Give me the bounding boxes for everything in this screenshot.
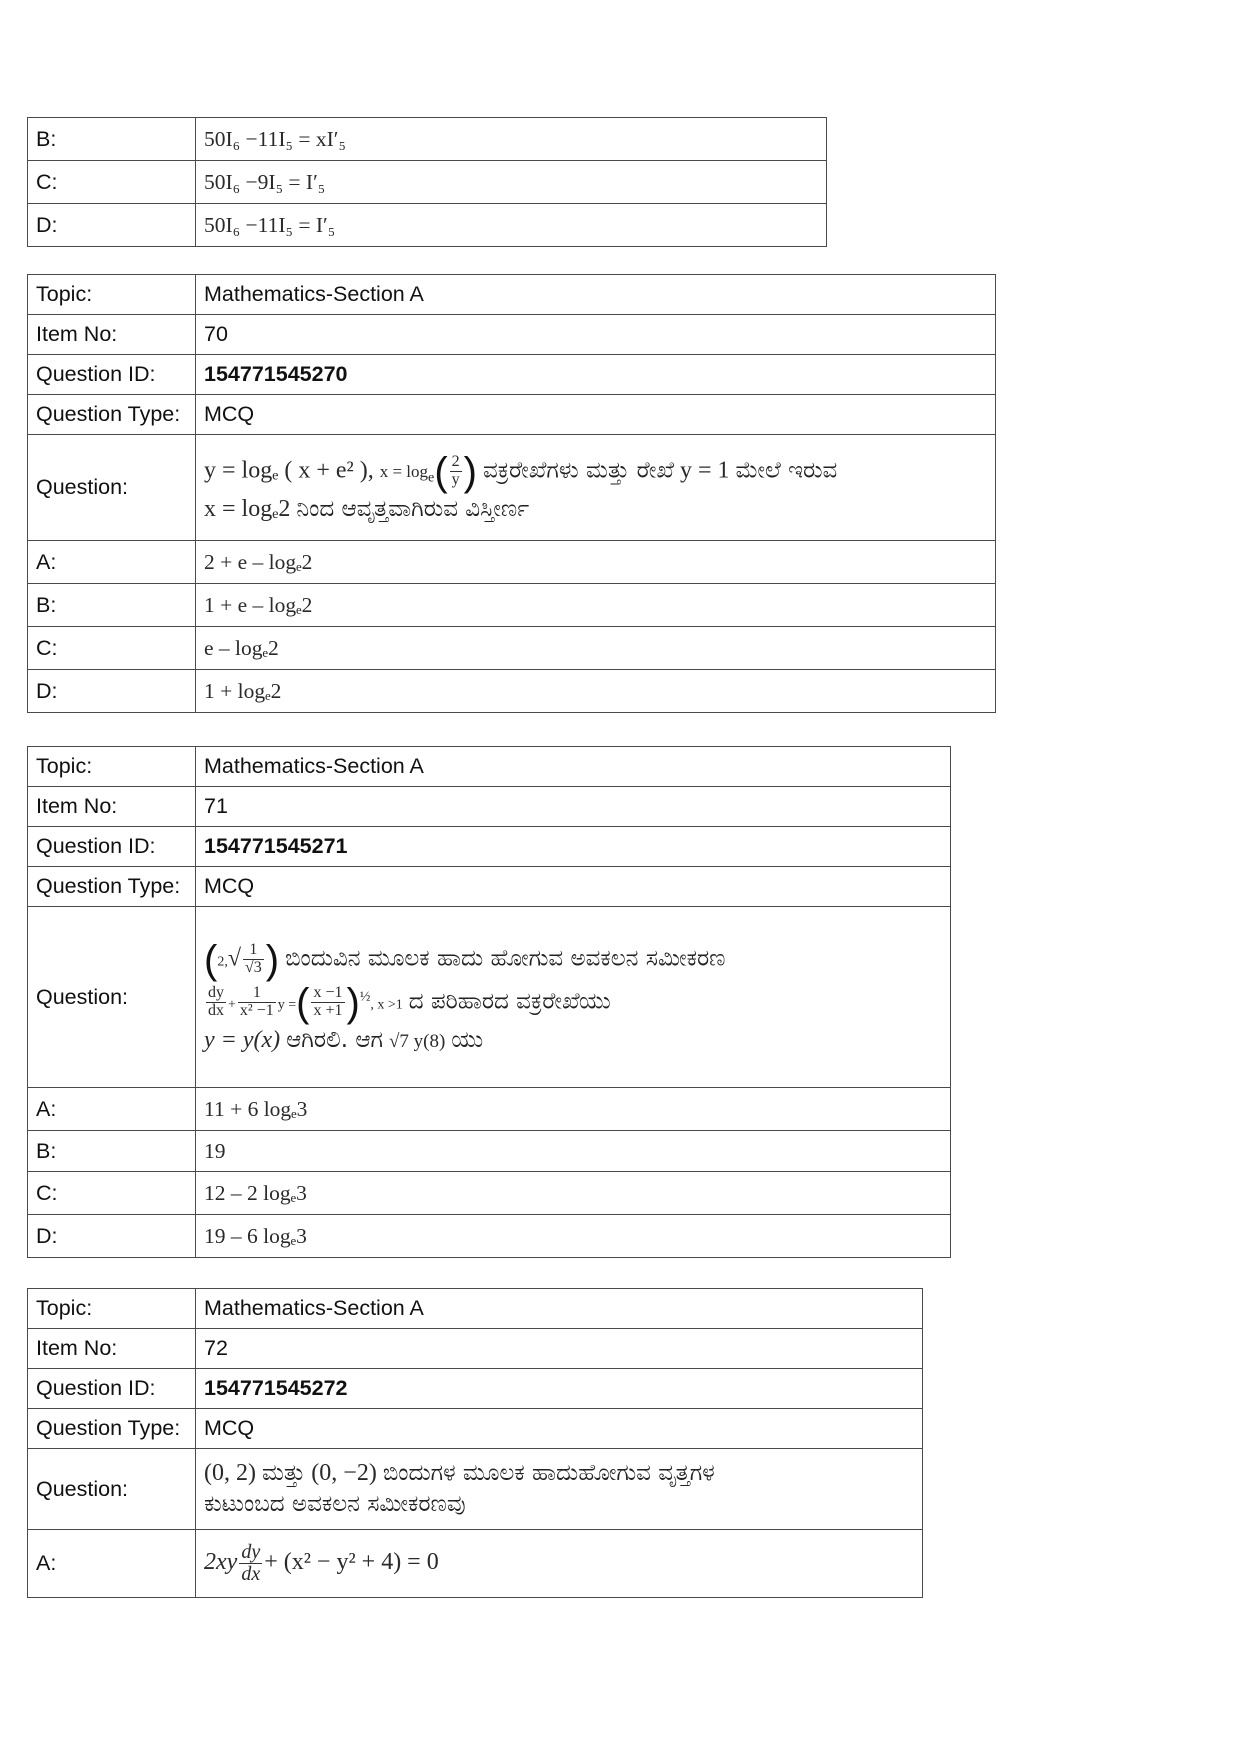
question-id-value: 154771545271 [196, 827, 951, 867]
table-row [28, 118, 827, 161]
topic-value: Mathematics-Section A [196, 747, 951, 787]
topic-label: Topic: [28, 1289, 196, 1329]
topic-value: Mathematics-Section A [196, 275, 996, 315]
item-no-label: Item No: [28, 315, 196, 355]
option-b-value: 19 [196, 1131, 951, 1172]
question-type-value: MCQ [196, 1409, 923, 1449]
item-no-value: 72 [196, 1329, 923, 1369]
option-label: B: [28, 1131, 196, 1172]
item-no-value: 70 [196, 315, 996, 355]
item-no-label: Item No: [28, 787, 196, 827]
option-c-value: e – logₑ2 [196, 627, 996, 670]
option-a-value: 2xy $\frac{dy}{dx}$ + (x² − y² + 4) = 0 [196, 1530, 923, 1598]
question-72-table [27, 1288, 923, 1598]
question-text: (2,√ $\frac{1}{√3}$ ) ಬಿಂದುವಿನ ಮೂಲಕ ಹಾದು ಹೋಗುವ ಅವಕಲನ ಸಮೀಕರಣ $\frac{dy}{dx}$ + $\frac{1}{\text{x² −1}}$ y =( $\frac{x -1}{x +1}$ )$^{\frac{1}{2}}$, x >1 ದ ಪರಿಹಾರದ ವಕ್ರರೇಖೆಯು y = y(x) ಆಗಿರಲಿ. ಆಗ √7 y(8) ಯು [196, 907, 951, 1088]
prev-question-options-table [27, 117, 827, 247]
table-row [28, 204, 827, 247]
item-no-value: 71 [196, 787, 951, 827]
question-id-label: Question ID: [28, 827, 196, 867]
option-label: C: [28, 161, 196, 204]
question-label: Question: [28, 907, 196, 1088]
question-id-label: Question ID: [28, 1369, 196, 1409]
option-label: D: [28, 1215, 196, 1258]
question-text: y = logₑ ( x + e² ), $x = \log_e$( $\frac{2}{y}$ ) ವಕ್ರರೇಖೆಗಳು ಮತ್ತು ರೇಖೆ y = 1 ಮೇಲೆ ಇರುವ x = logₑ2 ನಿಂದ ಆವೃತ್ತವಾಗಿರುವ ವಿಸ್ತೀರ್ಣ [196, 435, 996, 541]
question-id-label: Question ID: [28, 355, 196, 395]
option-label: A: [28, 1530, 196, 1598]
table-row [28, 161, 827, 204]
question-type-value: MCQ [196, 867, 951, 907]
question-id-value: 154771545272 [196, 1369, 923, 1409]
option-label: B: [28, 118, 196, 161]
question-label: Question: [28, 435, 196, 541]
option-d-value: 1 + logₑ2 [196, 670, 996, 713]
question-type-label: Question Type: [28, 867, 196, 907]
option-label: C: [28, 1172, 196, 1215]
option-label: D: [28, 670, 196, 713]
option-label: B: [28, 584, 196, 627]
option-b-value: 1 + e – logₑ2 [196, 584, 996, 627]
option-label: C: [28, 627, 196, 670]
question-type-value: MCQ [196, 395, 996, 435]
question-type-label: Question Type: [28, 1409, 196, 1449]
option-b-value: 50I₆ −11I₅ = xI′₅ [196, 118, 827, 161]
item-no-label: Item No: [28, 1329, 196, 1369]
option-a-value: 11 + 6 logₑ3 [196, 1088, 951, 1131]
option-label: D: [28, 204, 196, 247]
option-d-value: 50I₆ −11I₅ = I′₅ [196, 204, 827, 247]
option-c-value: 50I₆ −9I₅ = I′₅ [196, 161, 827, 204]
option-label: A: [28, 1088, 196, 1131]
question-text: (0, 2) ಮತ್ತು (0, −2) ಬಿಂದುಗಳ ಮೂಲಕ ಹಾದುಹೋಗುವ ವೃತ್ತಗಳ ಕುಟುಂಬದ ಅವಕಲನ ಸಮೀಕರಣವು [196, 1449, 923, 1530]
topic-label: Topic: [28, 275, 196, 315]
question-type-label: Question Type: [28, 395, 196, 435]
option-a-value: 2 + e – logₑ2 [196, 541, 996, 584]
option-d-value: 19 – 6 logₑ3 [196, 1215, 951, 1258]
question-70-table [27, 274, 996, 713]
question-label: Question: [28, 1449, 196, 1530]
topic-label: Topic: [28, 747, 196, 787]
question-id-value: 154771545270 [196, 355, 996, 395]
option-c-value: 12 – 2 logₑ3 [196, 1172, 951, 1215]
option-label: A: [28, 541, 196, 584]
question-71-table [27, 746, 951, 1258]
topic-value: Mathematics-Section A [196, 1289, 923, 1329]
